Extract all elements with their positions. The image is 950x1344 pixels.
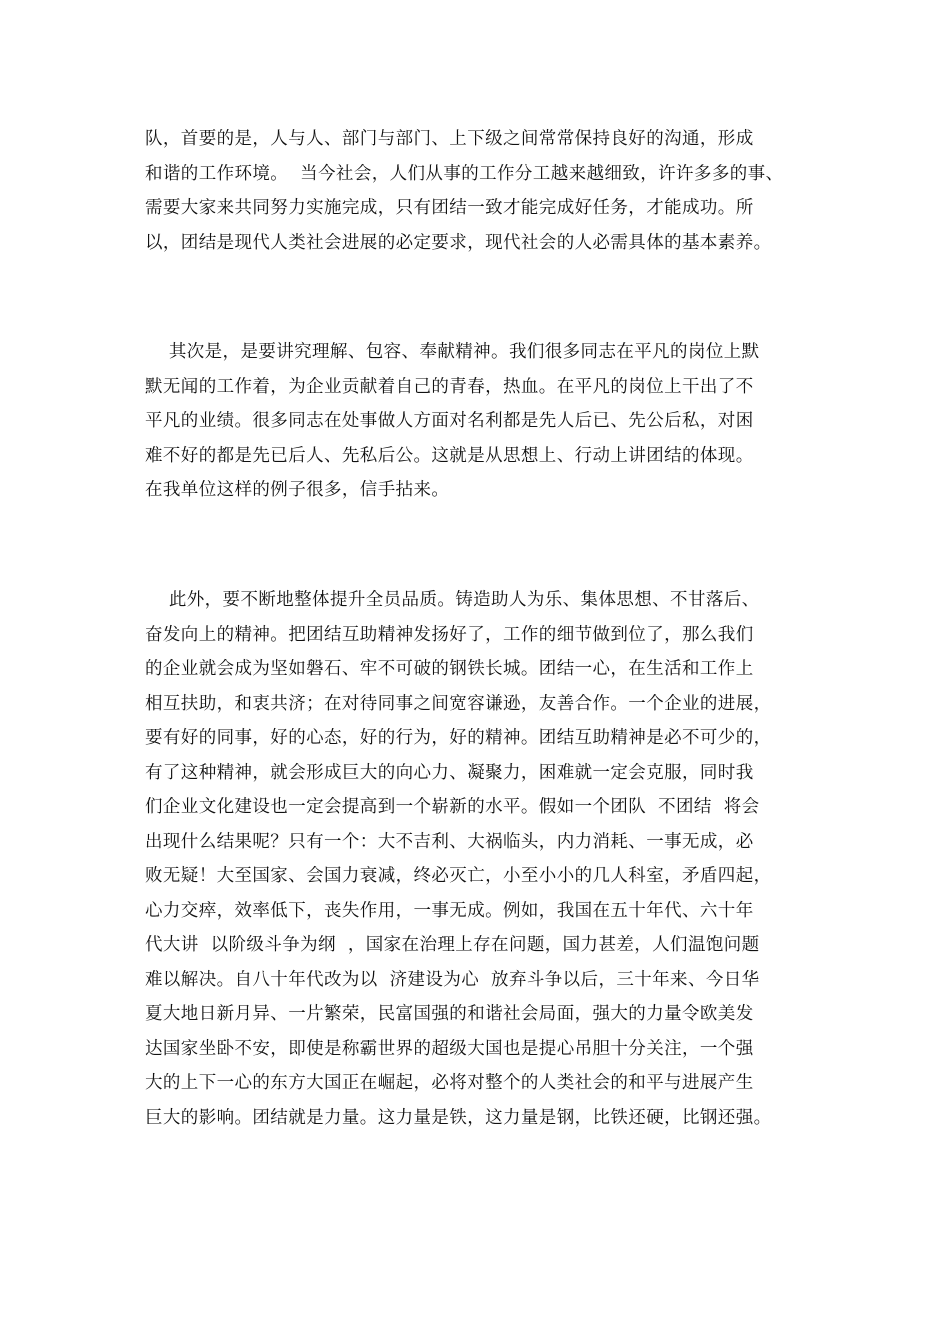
text-line: 败无疑！大至国家、会国力衰减，终必灭亡，小至小小的几人科室，矛盾四起， bbox=[145, 866, 772, 886]
text-line: 达国家坐卧不安，即使是称霸世界的超级大国也是提心吊胆十分关注，一个强 bbox=[145, 1038, 754, 1059]
text-line: 夏大地日新月异、一片繁荣，民富国强的和谐社会局面，强大的力量令欧美发 bbox=[145, 1004, 754, 1024]
text-line: 的企业就会成为坚如磐石、牢不可破的钢铁长城。团结一心，在生活和工作上 bbox=[145, 659, 754, 679]
text-line: 和谐的工作环境。 当今社会，人们从事的工作分工越来越细致，许许多多的事、 bbox=[145, 163, 784, 184]
text-line: 们企业文化建设也一定会提高到一个崭新的水平。假如一个团队 不团结 将会 bbox=[145, 797, 760, 817]
text-line: 在我单位这样的例子很多，信手拈来。 bbox=[145, 480, 450, 500]
text-line: 巨大的影响。团结就是力量。这力量是铁，这力量是钢，比铁还硬，比钢还强。 bbox=[145, 1107, 772, 1128]
text-line: 心力交瘁，效率低下，丧失作用，一事无成。例如，我国在五十年代、六十年 bbox=[145, 900, 754, 921]
text-line: 出现什么结果呢？只有一个：大不吉利、大祸临头，内力消耗、一事无成，必 bbox=[145, 831, 754, 852]
text-line: 难以解决。自八十年代改为以 济建设为心 放弃斗争以后，三十年来、今日华 bbox=[145, 969, 760, 990]
text-line: 此外，要不断地整体提升全员品质。铸造助人为乐、集体思想、不甘落后、 bbox=[145, 590, 760, 610]
text-line: 队，首要的是，人与人、部门与部门、上下级之间常常保持良好的沟通，形成 bbox=[145, 129, 754, 149]
text-line: 以，团结是现代人类社会进展的必定要求，现代社会的人必需具体的基本素养。 bbox=[145, 232, 772, 253]
text-line: 其次是，是要讲究理解、包容、奉献精神。我们很多同志在平凡的岗位上默 bbox=[145, 342, 760, 362]
text-line: 大的上下一心的东方大国正在崛起，必将对整个的人类社会的和平与进展产生 bbox=[145, 1073, 754, 1093]
paragraph-3 bbox=[145, 583, 825, 1135]
paragraph-2 bbox=[145, 335, 825, 508]
text-line: 奋发向上的精神。把团结互助精神发扬好了，工作的细节做到位了，那么我们 bbox=[145, 624, 754, 645]
text-line: 平凡的业绩。很多同志在处事做人方面对名利都是先人后已、先公后私，对困 bbox=[145, 411, 754, 431]
text-line: 默无闻的工作着，为企业贡献着自己的青春，热血。在平凡的岗位上干出了不 bbox=[145, 376, 754, 397]
text-line: 需要大家来共同努力实施完成，只有团结一致才能完成好任务，才能成功。所 bbox=[145, 198, 754, 218]
paragraph-1 bbox=[145, 122, 825, 260]
text-line: 难不好的都是先已后人、先私后公。这就是从思想上、行动上讲团结的体现。 bbox=[145, 445, 754, 466]
text-line: 有了这种精神，就会形成巨大的向心力、凝聚力，困难就一定会克服，同时我 bbox=[145, 762, 754, 783]
text-line: 代大讲 以阶级斗争为纲 ，国家在治理上存在问题，国力甚差，人们温饱问题 bbox=[145, 935, 760, 955]
text-line: 相互扶助，和衷共济；在对待同事之间宽容谦逊，友善合作。一个企业的进展， bbox=[145, 693, 772, 714]
text-line: 要有好的同事，好的心态，好的行为，好的精神。团结互助精神是必不可少的， bbox=[145, 728, 772, 748]
